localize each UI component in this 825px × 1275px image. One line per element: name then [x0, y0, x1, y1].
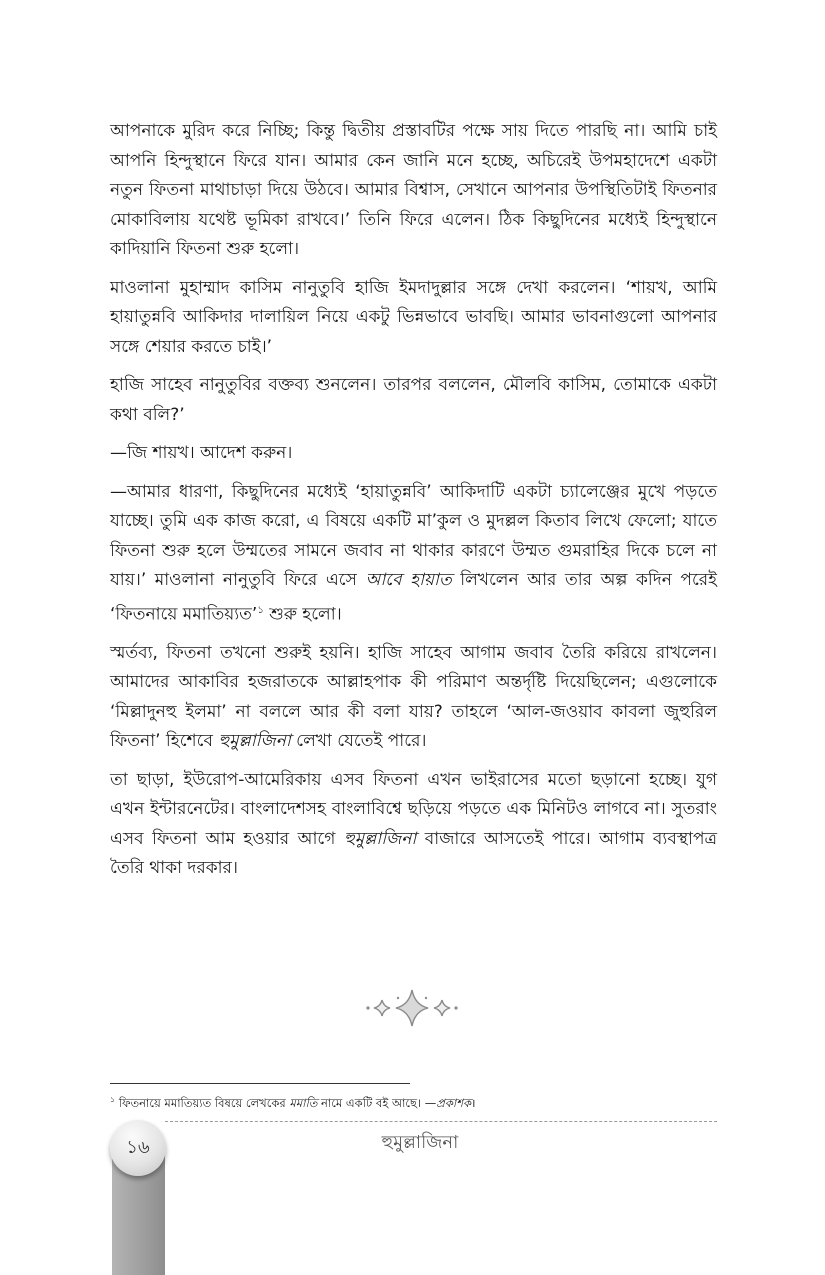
paragraph-3 [110, 371, 717, 430]
book-title-italic: হুমুল্লাজিনা [343, 828, 417, 849]
running-book-title: হুমুল্লাজিনা [381, 1132, 459, 1153]
four-point-star-ornament-icon [362, 988, 462, 1028]
paragraph-5 [110, 478, 717, 630]
footnote-text: ফিতনায়ে মমাতিয়্যত বিষয়ে লেখকের [115, 1095, 290, 1110]
body-text [110, 117, 717, 893]
footnote-book-italic: মমাতি [289, 1095, 318, 1110]
footnote-text: । [471, 1095, 476, 1110]
paragraph-6-text: স্মর্তব্য, ফিতনা তখনো শুরুই হয়নি। হাজি সাহেব আগাম জবাব তৈরি করিয়ে রাখলেন। আমাদের আকাবির হজরাতকে আল্লাহপাক কী পরিমাণ অন্তর্দৃষ্টি দিয়েছিলেন; এগুলোকে ‘মিল্লাদুনহু ইলমা’ না বললে আর কী বলা যায়? তাহলে ‘আল-জওয়াব কাবলা জুহুরিল ফিতনা’ হিশেবে [110, 642, 717, 752]
paragraph-4-text: —জি শায়খ। আদেশ করুন। [110, 443, 293, 463]
page-number: ১৬ [126, 1136, 150, 1158]
paragraph-5-text: লিখলেন আর তার অল্প কদিন পরেই ‘ফিতনায়ে মমাতিয়্যত’ [110, 570, 717, 625]
paragraph-7-text: বাজারে আসতেই পারে। আগাম ব্যবস্থাপত্র তৈরি থাকা দরকার। [110, 828, 717, 879]
book-title-italic: হুমুল্লাজিনা [218, 731, 291, 752]
paragraph-2-text: মাওলানা মুহাম্মাদ কাসিম নানুতুবি হাজি ইমদাদুল্লার সঙ্গে দেখা করলেন। ‘শায়খ, আমি হায়াতুন্নবি আকিদার দালায়িল নিয়ে একটু ভিন্নভাবে ভাবছি। আমার ভাবনাগুলো আপনার সঙ্গে শেয়ার করতে চাই।’ [110, 277, 717, 357]
paragraph-1-text: আপনাকে মুরিদ করে নিচ্ছি; কিন্তু দ্বিতীয় প্রস্তাবটির পক্ষে সায় দিতে পারছি না। আমি চাই আপনি হিন্দুস্থানে ফিরে যান। আমার কেন জানি মনে হচ্ছে, অচিরেই উপমহাদেশে একটা নতুন ফিতনা মাথাচাড়া দিয়ে উঠবে। আমার বিশ্বাস, সেখানে আপনার উপস্থিতিটাই ফিতনার মোকাবিলায় যথেষ্ট ভূমিকা রাখবে।’ তিনি ফিরে এলেন। ঠিক কিছুদিনের মধ্যেই হিন্দুস্থানে কাদিয়ানি ফিতনা শুরু হলো। [110, 121, 717, 259]
footnote-reference: ১ [257, 604, 264, 616]
footnote-divider [110, 1083, 410, 1084]
footnote-publisher-italic: প্রকাশক [436, 1095, 472, 1110]
paragraph-1 [110, 117, 717, 265]
page-number-badge [110, 1120, 166, 1176]
footnote [110, 1092, 710, 1111]
paragraph-6 [110, 639, 717, 757]
paragraph-7 [110, 766, 717, 884]
footnote-text: নামে একটি বই আছে। — [317, 1095, 437, 1110]
paragraph-6-text: লেখা যেতেই পারে। [290, 731, 427, 752]
paragraph-5-text: —আমার ধারণা, কিছুদিনের মধ্যেই ‘হায়াতুন্নবি’ আকিদাটি একটা চ্যালেঞ্জের মুখে পড়তে যাচ্ছে। তুমি এক কাজ করো, এ বিষয়ে একটি মা’কুল ও মুদল্লল কিতাব লিখে ফেলো; যাতে ফিতনা শুরু হলে উম্মতের সামনে জবাব না থাকার কারণে উম্মত গুমরাহির দিকে চলে না যায়।’ মাওলানা নানুতুবি ফিরে এসে [110, 481, 717, 590]
footer-divider [165, 1121, 717, 1122]
paragraph-4 [110, 439, 717, 469]
book-title-italic: আবে হায়াত [365, 570, 452, 590]
paragraph-7-text: তা ছাড়া, ইউরোপ-আমেরিকায় এসব ফিতনা এখন ভাইরাসের মতো ছড়ানো হচ্ছে। যুগ এখন ইন্টারনেটের। বাংলাদেশসহ বাংলাবিশ্বে ছড়িয়ে পড়তে এক মিনিটও লাগবে না। সুতরাং এসব ফিতনা আম হওয়ার আগে [110, 769, 717, 849]
paragraph-5-text: শুরু হলো। [263, 604, 342, 625]
paragraph-3-text: হাজি সাহেব নানুতুবির বক্তব্য শুনলেন। তারপর বললেন, মৌলবি কাসিম, তোমাকে একটা কথা বলি?’ [110, 375, 717, 425]
footnote-marker: ১ [110, 1095, 116, 1104]
paragraph-2 [110, 274, 717, 363]
